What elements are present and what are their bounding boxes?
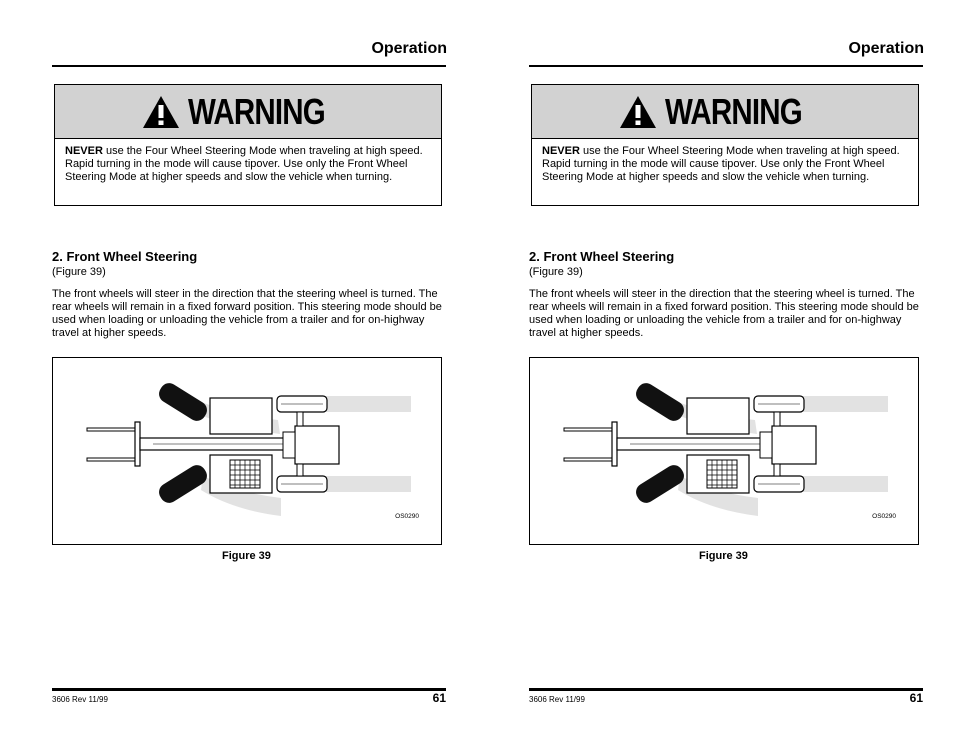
warning-body: use the Four Wheel Steering Mode when traveling at high speed. Rapid turning in the mode will cause tipover. Use only the Front Wheel Steering Mode at higher speeds and slow the vehicle when turning. xyxy=(65,145,423,183)
warning-box xyxy=(531,84,919,206)
section-body: The front wheels will steer in the direction that the steering wheel is turned. The rear wheels will remain in a fixed forward position. This steering mode should be used when loading or unloading the vehicle from a trailer and for on-highway travel at higher speeds. xyxy=(529,288,919,339)
footer-doc-number: 3606 Rev 11/99 xyxy=(529,695,585,704)
warning-box xyxy=(54,84,442,206)
warning-banner xyxy=(532,85,918,139)
section-title: 2. Front Wheel Steering xyxy=(52,249,198,264)
warning-triangle-icon xyxy=(619,95,657,129)
manual-page-right xyxy=(529,0,929,738)
section-title: 2. Front Wheel Steering xyxy=(529,249,675,264)
header-rule xyxy=(529,65,923,67)
warning-title: WARNING xyxy=(664,90,802,132)
footer-rule xyxy=(529,688,923,691)
warning-lead: NEVER xyxy=(542,145,580,157)
figure-39 xyxy=(529,357,919,545)
warning-title: WARNING xyxy=(187,90,325,132)
figure-code: OS0290 xyxy=(872,513,896,520)
section-figure-ref: (Figure 39) xyxy=(52,266,106,278)
warning-text xyxy=(55,139,441,184)
footer-rule xyxy=(52,688,446,691)
footer-doc-number: 3606 Rev 11/99 xyxy=(52,695,108,704)
header-rule xyxy=(52,65,446,67)
page-header: Operation xyxy=(371,40,447,57)
warning-text xyxy=(532,139,918,184)
section-body: The front wheels will steer in the direction that the steering wheel is turned. The rear wheels will remain in a fixed forward position. This steering mode should be used when loading or unloading the vehicle from a trailer and for on-highway travel at higher speeds. xyxy=(52,288,442,339)
manual-page-left xyxy=(52,0,452,738)
page-header: Operation xyxy=(848,40,924,57)
section-figure-ref: (Figure 39) xyxy=(529,266,583,278)
vehicle-steering-diagram xyxy=(53,358,441,544)
figure-caption: Figure 39 xyxy=(699,550,748,562)
warning-lead: NEVER xyxy=(65,145,103,157)
warning-body: use the Four Wheel Steering Mode when traveling at high speed. Rapid turning in the mode will cause tipover. Use only the Front Wheel Steering Mode at higher speeds and slow the vehicle when turning. xyxy=(542,145,900,183)
page-number: 61 xyxy=(432,691,446,705)
page-number: 61 xyxy=(909,691,923,705)
figure-code: OS0290 xyxy=(395,513,419,520)
figure-39 xyxy=(52,357,442,545)
warning-triangle-icon xyxy=(142,95,180,129)
warning-banner xyxy=(55,85,441,139)
vehicle-steering-diagram xyxy=(530,358,918,544)
figure-caption: Figure 39 xyxy=(222,550,271,562)
